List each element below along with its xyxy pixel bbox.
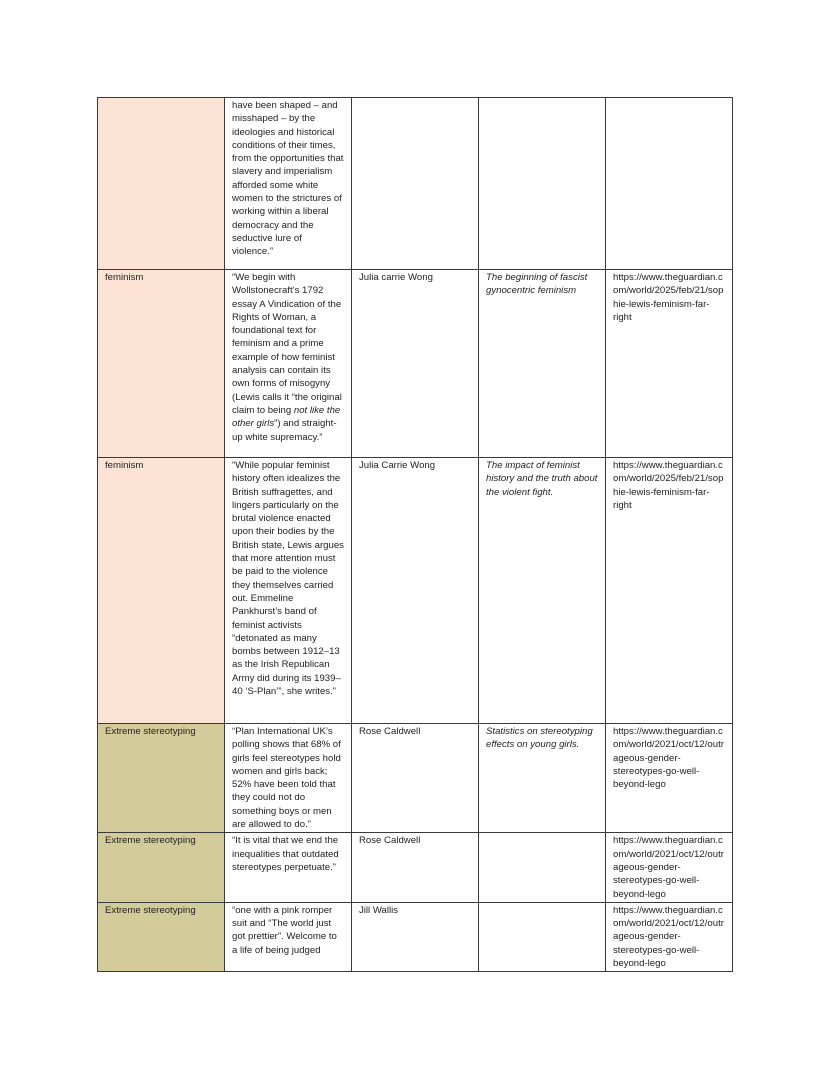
author-cell: Rose Caldwell: [352, 833, 479, 902]
quote-cell: “While popular feminist history often idealizes the British suffragettes, and lingers particularly on the brutal violence enacted upon their bodies by the British state, Lewis argues that more attention must be paid to the violence they themselves carried out. Emmeline Pankhurst’s band of feminist activists “detonated as many bombs between 1912–13 as the Irish Republican Army did during its 1939–40 ‘S-Plan’”, she writes.”: [225, 458, 352, 724]
author-cell: Julia Carrie Wong: [352, 458, 479, 724]
table-row: [98, 724, 733, 833]
quote-cell: have been shaped – and misshaped – by the ideologies and historical conditions of their times, from the opportunities that slavery and imperialism afforded some white women to the strictures of working within a liberal democracy and the seductive lure of violence.”: [225, 98, 352, 270]
quote-cell: “one with a pink romper suit and “The world just got prettier”. Welcome to a life of being judged: [225, 902, 352, 971]
source-cell: https://www.theguardian.com/world/2021/oct/12/outrageous-gender-stereotypes-go-well-beyond-lego: [606, 833, 733, 902]
quote-italic-text: not like the other girls: [232, 404, 341, 430]
topic-cell: [98, 98, 225, 270]
source-cell: [606, 98, 733, 270]
quote-text: ”) and straight-up white supremacy.”: [232, 418, 337, 443]
topic-cell: Extreme stereotyping: [98, 724, 225, 833]
quote-cell: “It is vital that we end the inequalities that outdated stereotypes perpetuate.”: [225, 833, 352, 902]
table-row: [98, 98, 733, 270]
source-cell: https://www.theguardian.com/world/2025/feb/21/sophie-lewis-feminism-far-right: [606, 270, 733, 458]
summary-cell: The beginning of fascist gynocentric feminism: [479, 270, 606, 458]
author-cell: Rose Caldwell: [352, 724, 479, 833]
topic-cell: feminism: [98, 458, 225, 724]
summary-cell: [479, 902, 606, 971]
table-row: [98, 902, 733, 971]
summary-cell: [479, 833, 606, 902]
summary-cell: The impact of feminist history and the truth about the violent fight.: [479, 458, 606, 724]
author-cell: Julia carrie Wong: [352, 270, 479, 458]
quote-text: “We begin with Wollstonecraft’s 1792 essay A Vindication of the Rights of Woman, a foundational text for feminism and a prime example of how feminist analysis can contain its own forms of misogyny (Lewis calls it “the original claim to being: [232, 272, 342, 416]
author-cell: [352, 98, 479, 270]
source-cell: https://www.theguardian.com/world/2025/feb/21/sophie-lewis-feminism-far-right: [606, 458, 733, 724]
source-cell: https://www.theguardian.com/world/2021/oct/12/outrageous-gender-stereotypes-go-well-beyond-lego: [606, 902, 733, 971]
table-row: [98, 270, 733, 458]
summary-cell: [479, 98, 606, 270]
research-table: [97, 97, 733, 972]
author-cell: Jill Wallis: [352, 902, 479, 971]
quote-cell: [225, 270, 352, 458]
topic-cell: feminism: [98, 270, 225, 458]
table-row: [98, 833, 733, 902]
source-cell: https://www.theguardian.com/world/2021/oct/12/outrageous-gender-stereotypes-go-well-beyond-lego: [606, 724, 733, 833]
quote-cell: “Plan International UK’s polling shows that 68% of girls feel stereotypes hold women and girls back; 52% have been told that they could not do something boys or men are allowed to do.”: [225, 724, 352, 833]
topic-cell: Extreme stereotyping: [98, 833, 225, 902]
table-row: [98, 458, 733, 724]
topic-cell: Extreme stereotyping: [98, 902, 225, 971]
summary-cell: Statistics on stereotyping effects on young girls.: [479, 724, 606, 833]
